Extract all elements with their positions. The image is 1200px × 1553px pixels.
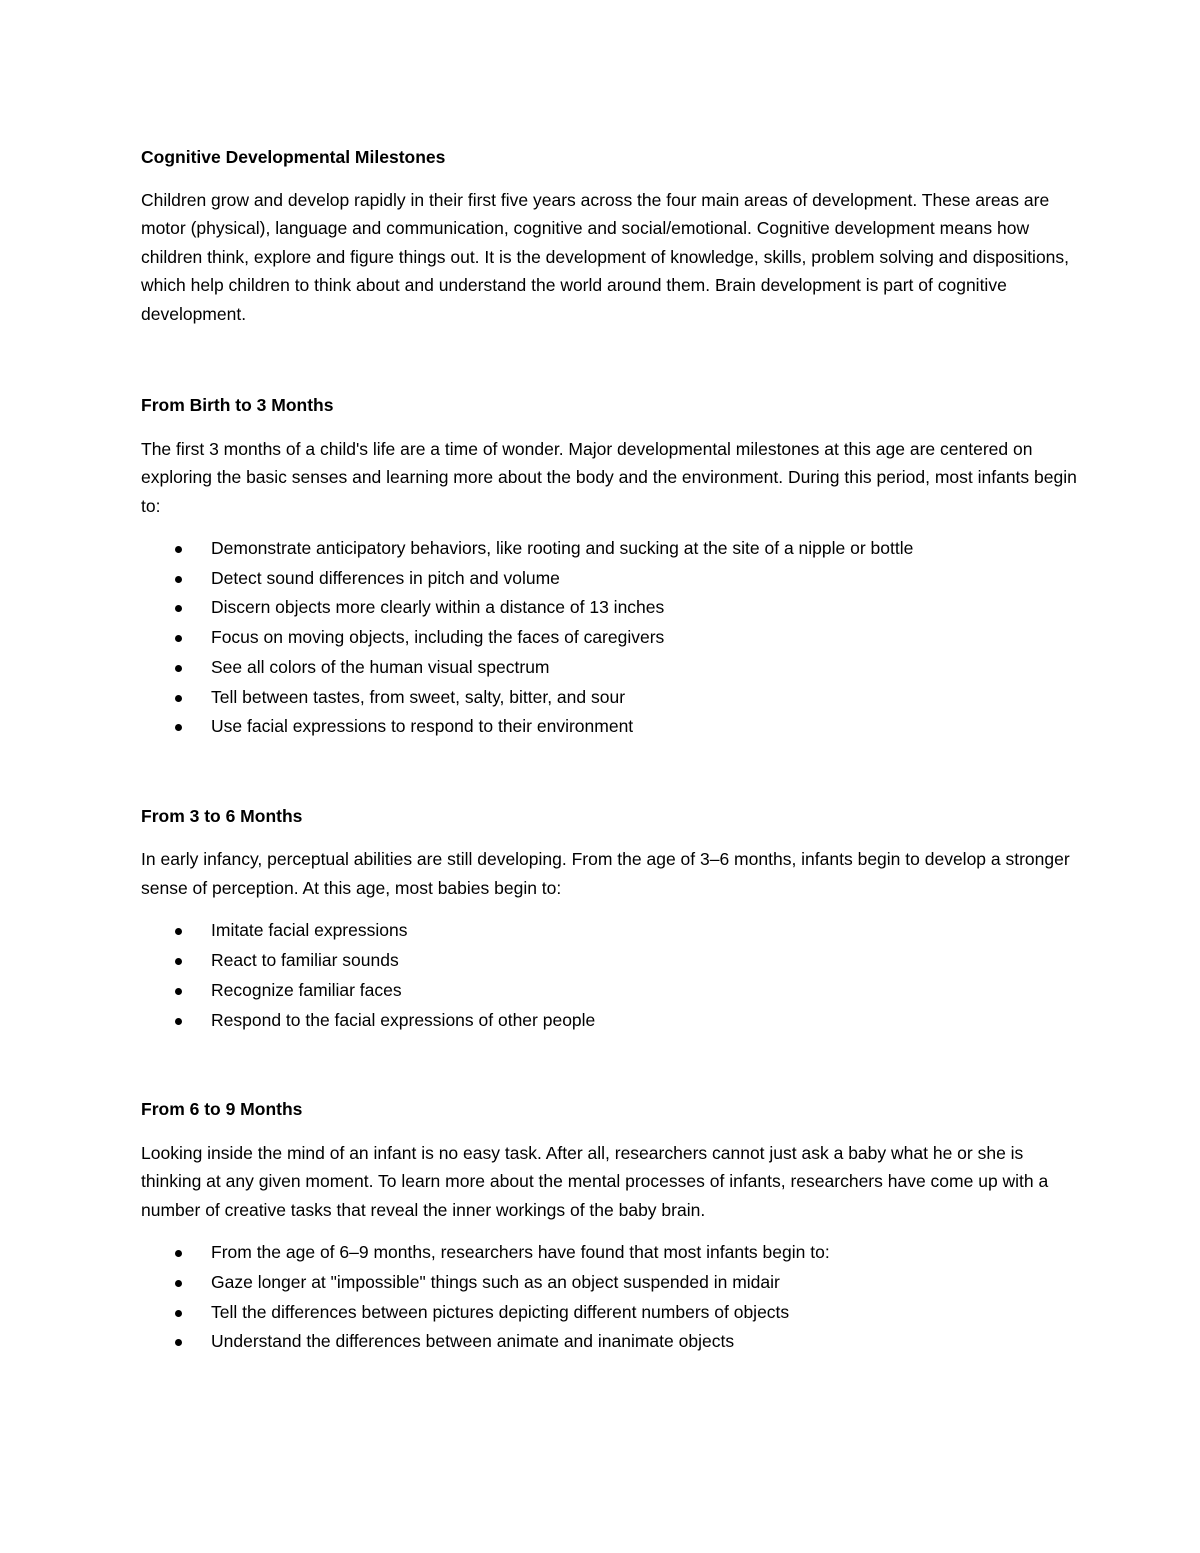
list-item-text: Understand the differences between animate and inanimate objects [211, 1331, 735, 1352]
list-item [141, 916, 1081, 946]
bullet-list [141, 534, 1081, 742]
bullet-icon [175, 1339, 182, 1346]
bullet-list [141, 916, 1081, 1035]
bullet-icon [175, 605, 182, 612]
bullet-icon [175, 1018, 182, 1025]
bullet-icon [175, 958, 182, 965]
list-item [141, 593, 1081, 623]
bullet-icon [175, 635, 182, 642]
list-item [141, 946, 1081, 976]
list-item [141, 653, 1081, 683]
bullet-icon [175, 1250, 182, 1257]
section-paragraph: In early infancy, perceptual abilities are still developing. From the age of 3–6 months, infants begin to develop a stronger sense of perception. At this age, most babies begin to: [141, 849, 1070, 898]
list-item [141, 1298, 1081, 1328]
list-item-text: See all colors of the human visual spectrum [211, 656, 550, 677]
section-heading: From 6 to 9 Months [141, 1099, 303, 1120]
list-item-text: Discern objects more clearly within a distance of 13 inches [211, 597, 665, 618]
bullet-icon [175, 665, 182, 672]
section-birth-to-3-months [141, 391, 1081, 742]
list-item [141, 1327, 1081, 1357]
bullet-icon [175, 546, 182, 553]
bullet-icon [175, 1310, 182, 1317]
list-item-text: Recognize familiar faces [211, 979, 402, 1000]
section-6-to-9-months [141, 1095, 1081, 1357]
list-item [141, 623, 1081, 653]
list-item-text: React to familiar sounds [211, 950, 399, 971]
bullet-list [141, 1238, 1081, 1357]
bullet-icon [175, 928, 182, 935]
list-item [141, 683, 1081, 713]
document-page [141, 140, 1081, 1357]
bullet-icon [175, 724, 182, 731]
section-paragraph: The first 3 months of a child's life are a time of wonder. Major developmental milestones at this age are centered on exploring the basic senses and learning more about the body and the environment. During this period, most infants begin to: [141, 438, 1077, 516]
list-item-text: Imitate facial expressions [211, 920, 408, 941]
list-item-text: Tell between tastes, from sweet, salty, bitter, and sour [211, 686, 626, 707]
list-item [141, 1238, 1081, 1268]
document-title: Cognitive Developmental Milestones [141, 147, 446, 167]
list-item [141, 976, 1081, 1006]
list-item-text: Tell the differences between pictures depicting different numbers of objects [211, 1301, 790, 1322]
list-item [141, 564, 1081, 594]
list-item [141, 1268, 1081, 1298]
bullet-icon [175, 988, 182, 995]
bullet-icon [175, 576, 182, 583]
list-item-text: Respond to the facial expressions of other people [211, 1009, 596, 1030]
bullet-icon [175, 695, 182, 702]
intro-paragraph: Children grow and develop rapidly in their first five years across the four main areas of development. These areas are motor (physical), language and communication, cognitive and social/emotional. Cognitive development means how children think, explore and figure things out. It is the development of knowledge, skills, problem solving and dispositions, which help children to think about and understand the world around them. Brain development is part of cognitive development. [141, 189, 1070, 324]
list-item [141, 712, 1081, 742]
section-heading: From 3 to 6 Months [141, 805, 303, 826]
list-item-text: From the age of 6–9 months, researchers have found that most infants begin to: [211, 1242, 830, 1263]
list-item-text: Detect sound differences in pitch and volume [211, 567, 560, 588]
bullet-icon [175, 1280, 182, 1287]
section-paragraph: Looking inside the mind of an infant is no easy task. After all, researchers cannot just ask a baby what he or she is thinking at any given moment. To learn more about the mental processes of infants, researchers have come up with a number of creative tasks that reveal the inner workings of the baby brain. [141, 1142, 1049, 1220]
list-item-text: Use facial expressions to respond to their environment [211, 716, 634, 737]
section-heading: From Birth to 3 Months [141, 395, 334, 415]
list-item [141, 1006, 1081, 1036]
list-item-text: Focus on moving objects, including the faces of caregivers [211, 627, 665, 648]
list-item [141, 534, 1081, 564]
section-3-to-6-months [141, 802, 1081, 1035]
list-item-text: Gaze longer at "impossible" things such as an object suspended in midair [211, 1271, 780, 1292]
list-item-text: Demonstrate anticipatory behaviors, like rooting and sucking at the site of a nipple or bottle [211, 538, 914, 558]
